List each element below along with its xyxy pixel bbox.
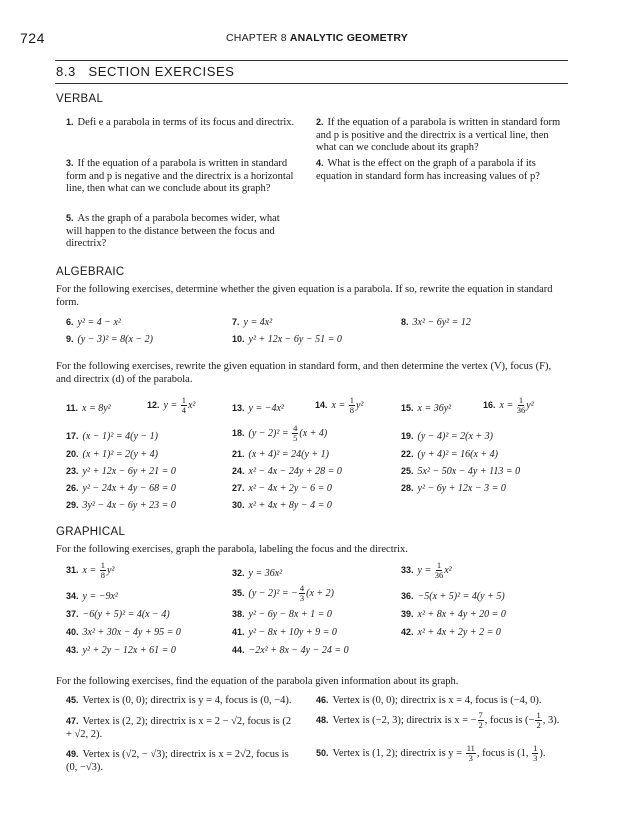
exercise-48 (316, 711, 566, 730)
instruction-graphical-1: For the following exercises, graph the parabola, labeling the focus and the directrix. (56, 544, 408, 555)
exercise-49 (66, 748, 298, 774)
fraction-numerator: 1 (518, 395, 524, 405)
exercise-15 (401, 402, 451, 416)
exercise-equation: −2x² + 8x − 4y − 24 = 0 (248, 645, 349, 656)
exercise-equation: (x − 1)² = 4(y − 1) (82, 431, 158, 442)
exercise-text: Vertex is (√2, − √3); directrix is x = 2√2, focus is (0, −√3). (66, 749, 289, 773)
exercise-number: 43. (66, 645, 79, 655)
exercise-number: 10. (232, 334, 245, 344)
exercise-36 (401, 590, 505, 604)
fraction (299, 584, 305, 603)
exercise-17 (66, 430, 158, 444)
fraction-numerator: 1 (349, 395, 354, 405)
exercise-number: 26. (66, 483, 79, 493)
exercise-text-post: ). (539, 747, 546, 759)
exercise-number: 36. (401, 591, 414, 601)
exercise-equation: x = 36y² (417, 403, 452, 414)
exercise-47 (66, 715, 298, 741)
fraction-denominator: 4 (181, 405, 186, 415)
exercise-equation: y = −4x² (248, 403, 284, 414)
exercise-number: 8. (401, 317, 409, 327)
exercise-text: Vertex is (0, 0); directrix is y = 4, focus is (0, −4). (82, 695, 292, 706)
fraction-denominator: 5 (293, 433, 298, 443)
exercise-38 (232, 608, 332, 622)
exercise-number: 2. (316, 117, 324, 127)
exercise-31 (66, 561, 114, 580)
fraction-numerator: 1 (100, 560, 105, 570)
exercise-equation: 3x² − 6y² = 12 (412, 317, 471, 328)
exercise-12 (147, 396, 195, 415)
fraction (532, 744, 538, 763)
exercise-number: 47. (66, 716, 79, 726)
exercise-text: Defi e a parabola in terms of its focus and directrix. (77, 117, 295, 128)
heading-algebraic: ALGEBRAIC (56, 266, 125, 278)
exercise-30 (232, 499, 332, 513)
equation-prefix: y = (417, 564, 434, 576)
exercise-number: 6. (66, 317, 74, 327)
exercise-equation: y² + 12x − 6y + 21 = 0 (82, 466, 176, 477)
chapter-title: ANALYTIC GEOMETRY (289, 32, 408, 44)
exercise-text: As the graph of a parabola becomes wider, what will happen to the distance between the focus and directrix? (66, 213, 280, 249)
exercise-5 (66, 212, 298, 251)
exercise-equation: y² = 4 − x² (77, 317, 121, 328)
fraction-numerator: 1 (536, 710, 541, 720)
equation-prefix: x = (82, 564, 99, 576)
exercise-40 (66, 626, 181, 640)
exercise-number: 37. (66, 609, 79, 619)
exercise-number: 44. (232, 645, 245, 655)
exercise-35 (232, 584, 334, 603)
exercise-equation: −5(x + 5)² = 4(y + 5) (417, 591, 505, 602)
exercise-number: 33. (401, 564, 414, 575)
page-number: 724 (20, 30, 45, 46)
exercise-equation: x = 8y² (82, 403, 111, 414)
equation-prefix: y = (163, 399, 180, 411)
fraction-denominator: 3 (299, 593, 305, 603)
fraction (478, 711, 484, 730)
exercise-number: 28. (401, 483, 414, 493)
exercise-33 (401, 561, 452, 580)
exercise-25 (401, 465, 520, 479)
exercise-number: 29. (66, 500, 79, 510)
exercise-equation: y = 4x² (243, 317, 273, 328)
exercise-14 (315, 396, 363, 415)
exercise-number: 35. (232, 587, 245, 598)
fraction (100, 561, 106, 580)
exercise-equation: (y − 3)² = 8(x − 2) (77, 334, 153, 345)
instruction-algebraic-1: For the following exercises, determine whether the given equation is a parabola. If so, rewrite the equation in standard form. (56, 284, 553, 308)
fraction (292, 424, 298, 443)
exercise-number: 12. (147, 399, 160, 410)
exercise-7 (232, 316, 272, 330)
exercise-number: 48. (316, 714, 329, 725)
top-rule (55, 60, 568, 61)
exercise-number: 22. (401, 449, 414, 459)
instruction-graphical-2: For the following exercises, find the equation of the parabola given information about its graph. (56, 676, 459, 687)
exercise-number: 27. (232, 483, 245, 493)
exercise-43 (66, 644, 176, 658)
exercise-text: What is the effect on the graph of a parabola if its equation in standard form has increasing values of p? (316, 158, 540, 182)
chapter-prefix: CHAPTER 8 (226, 32, 287, 44)
fraction-denominator: 2 (478, 720, 483, 730)
exercise-45 (66, 694, 298, 708)
exercise-number: 34. (66, 591, 79, 601)
exercise-number: 49. (66, 749, 79, 759)
heading-graphical: GRAPHICAL (56, 526, 126, 538)
fraction-numerator: 11 (466, 743, 475, 753)
exercise-number: 31. (66, 564, 79, 575)
exercise-6 (66, 316, 121, 330)
exercise-44 (232, 644, 349, 658)
equation-prefix: x = (499, 399, 516, 411)
exercise-37 (66, 608, 170, 622)
exercise-equation: y² − 6y − 8x + 1 = 0 (248, 609, 332, 620)
exercise-number: 7. (232, 317, 240, 327)
exercise-text: If the equation of a parabola is written in standard form and p is positive and the directrix is a vertical line, then what can we conclude about its graph? (316, 117, 561, 153)
fraction-numerator: 1 (181, 395, 186, 405)
fraction-numerator: 4 (299, 583, 305, 593)
exercise-34 (66, 590, 118, 604)
fraction (517, 396, 526, 415)
exercise-number: 13. (232, 403, 245, 413)
exercise-4 (316, 157, 562, 183)
exercise-8 (401, 316, 471, 330)
exercise-number: 1. (66, 117, 74, 127)
exercise-2 (316, 116, 562, 155)
exercise-equation: (x + 4)² = 24(y + 1) (248, 449, 329, 460)
exercise-number: 40. (66, 627, 79, 637)
exercise-equation: 5x² − 50x − 4y + 113 = 0 (417, 466, 521, 477)
exercise-39 (401, 608, 506, 622)
equation-suffix: y² (526, 399, 534, 411)
exercise-number: 15. (401, 403, 414, 413)
exercise-11 (66, 402, 111, 416)
exercise-number: 20. (66, 449, 79, 459)
exercise-equation: y² − 6y + 12x − 3 = 0 (417, 483, 506, 494)
exercise-24 (232, 465, 342, 479)
exercise-number: 23. (66, 466, 79, 476)
exercise-equation: x² − 4x + 2y − 6 = 0 (248, 483, 332, 494)
exercise-42 (401, 626, 501, 640)
exercise-number: 42. (401, 627, 414, 637)
exercise-26 (66, 482, 176, 496)
exercise-3 (66, 157, 298, 196)
fraction-numerator: 7 (478, 710, 483, 720)
exercise-number: 41. (232, 627, 245, 637)
exercise-13 (232, 402, 284, 416)
exercise-20 (66, 448, 158, 462)
exercise-equation: x² + 4x + 2y + 2 = 0 (417, 627, 501, 638)
exercise-number: 17. (66, 431, 79, 441)
exercise-number: 5. (66, 213, 74, 223)
fraction-denominator: 2 (536, 720, 541, 730)
fraction-denominator: 36 (434, 570, 444, 580)
exercise-number: 4. (316, 158, 324, 168)
exercise-number: 14. (315, 399, 328, 410)
exercise-16 (483, 396, 534, 415)
exercise-text: Vertex is (2, 2); directrix is x = 2 − √2, focus is (2 + √2, 2). (66, 716, 292, 740)
exercise-32 (232, 567, 282, 581)
exercise-number: 30. (232, 500, 245, 510)
chapter-header (226, 32, 408, 44)
fraction-denominator: 8 (100, 570, 105, 580)
exercise-number: 21. (232, 449, 245, 459)
exercise-equation: (y + 4)² = 16(x + 4) (417, 449, 498, 460)
fraction (466, 744, 476, 763)
exercise-text-post: , 3). (542, 714, 560, 726)
exercise-equation: 3y² − 4x − 6y + 23 = 0 (82, 500, 176, 511)
exercise-text: If the equation of a parabola is written in standard form and p is negative and the directrix is a horizontal line, then what can we conclude about its graph? (66, 158, 294, 194)
equation-suffix: (x + 4) (299, 427, 328, 439)
exercise-text-mid: , focus is (− (484, 714, 535, 726)
exercise-21 (232, 448, 329, 462)
equation-suffix: (x + 2) (306, 587, 334, 599)
exercise-equation: (y − 4)² = 2(x + 3) (417, 431, 493, 442)
section-title: 8.3 SECTION EXERCISES (56, 64, 235, 79)
fraction (435, 561, 444, 580)
exercise-19 (401, 430, 493, 444)
fraction (181, 396, 187, 415)
exercise-10 (232, 333, 342, 347)
exercise-text-pre: Vertex is (1, 2); directrix is y = (332, 747, 465, 759)
section-rule (55, 83, 568, 84)
exercise-equation: (x + 1)² = 2(y + 4) (82, 449, 158, 460)
equation-prefix: (y − 2)² = − (248, 587, 298, 599)
heading-verbal: VERBAL (56, 93, 104, 105)
exercise-equation: y² + 12x − 6y − 51 = 0 (248, 334, 342, 345)
exercise-46 (316, 694, 566, 708)
exercise-number: 3. (66, 158, 74, 168)
exercise-number: 32. (232, 568, 245, 578)
exercise-23 (66, 465, 176, 479)
exercise-number: 45. (66, 695, 79, 705)
exercise-41 (232, 626, 337, 640)
equation-suffix: x² (187, 399, 196, 411)
fraction-numerator: 4 (293, 423, 298, 433)
exercise-equation: y² − 8x + 10y + 9 = 0 (248, 627, 337, 638)
exercise-number: 11. (66, 403, 79, 413)
fraction-denominator: 36 (516, 405, 526, 415)
equation-suffix: y² (355, 399, 364, 411)
exercise-text-pre: Vertex is (−2, 3); directrix is x = − (332, 714, 477, 726)
exercise-22 (401, 448, 498, 462)
exercise-number: 18. (232, 427, 245, 438)
fraction-denominator: 3 (468, 753, 473, 763)
exercise-18 (232, 424, 327, 443)
exercise-number: 24. (232, 466, 245, 476)
exercise-text: Vertex is (0, 0); directrix is x = 4, focus is (−4, 0). (332, 695, 542, 706)
equation-suffix: x² (444, 564, 452, 576)
fraction-numerator: 1 (436, 560, 442, 570)
exercise-text-mid: , focus is (1, (476, 747, 532, 759)
exercise-number: 39. (401, 609, 414, 619)
exercise-number: 25. (401, 466, 414, 476)
exercise-number: 50. (316, 747, 329, 758)
exercise-number: 16. (483, 399, 496, 410)
fraction-denominator: 8 (349, 405, 354, 415)
fraction (349, 396, 355, 415)
exercise-27 (232, 482, 332, 496)
exercise-equation: y = 36x² (248, 568, 283, 579)
exercise-50 (316, 744, 566, 763)
equation-prefix: x = (331, 399, 348, 411)
exercise-29 (66, 499, 176, 513)
fraction-numerator: 1 (533, 743, 538, 753)
equation-suffix: y² (106, 564, 115, 576)
exercise-equation: y = −9x² (82, 591, 118, 602)
exercise-equation: x² + 8x + 4y + 20 = 0 (417, 609, 506, 620)
exercise-28 (401, 482, 506, 496)
exercise-equation: y² + 2y − 12x + 61 = 0 (82, 645, 176, 656)
exercise-equation: y² − 24x + 4y − 68 = 0 (82, 483, 176, 494)
fraction-denominator: 3 (533, 753, 538, 763)
instruction-algebraic-2: For the following exercises, rewrite the given equation in standard form, and then determine the vertex (V), focus (F), and directrix (d) of the parabola. (56, 361, 552, 385)
exercise-equation: x² − 4x − 24y + 28 = 0 (248, 466, 342, 477)
exercise-number: 46. (316, 695, 329, 705)
exercise-number: 19. (401, 431, 414, 441)
exercise-number: 9. (66, 334, 74, 344)
exercise-equation: x² + 4x + 8y − 4 = 0 (248, 500, 332, 511)
fraction (535, 711, 541, 730)
equation-prefix: (y − 2)² = (248, 427, 292, 439)
exercise-9 (66, 333, 153, 347)
exercise-equation: −6(y + 5)² = 4(x − 4) (82, 609, 170, 620)
exercise-number: 38. (232, 609, 245, 619)
exercise-1 (66, 116, 298, 130)
exercise-equation: 3x² + 30x − 4y + 95 = 0 (82, 627, 181, 638)
